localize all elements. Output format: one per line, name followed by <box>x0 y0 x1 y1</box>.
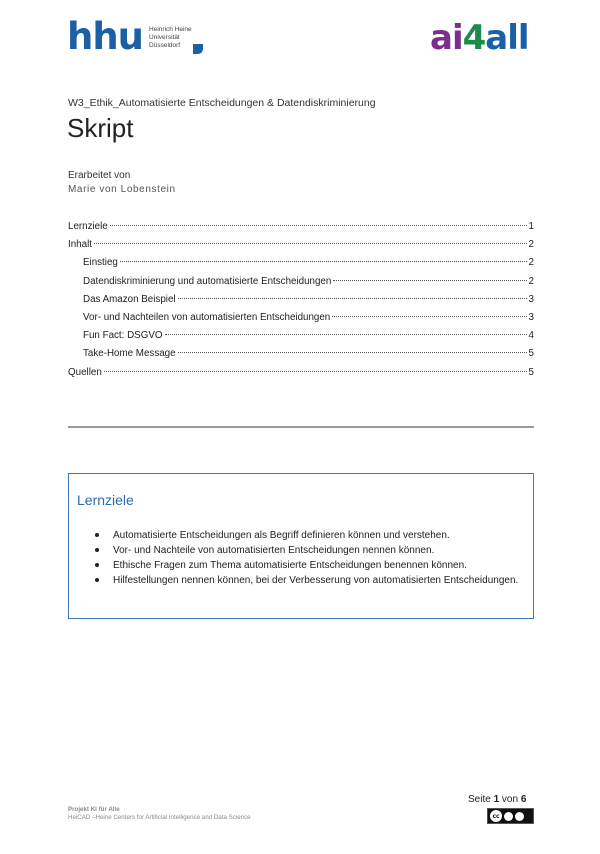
toc-leader <box>120 261 527 262</box>
toc-leader <box>104 371 527 372</box>
goal-text: Automatisierte Entscheidungen als Begriff definieren können und verstehen. <box>113 530 450 541</box>
toc-leader <box>333 280 526 281</box>
toc-entry-label: Das Amazon Beispiel <box>83 293 176 305</box>
toc-leader <box>94 243 527 244</box>
license-badge <box>487 808 534 824</box>
toc-entry-label: Datendiskriminierung und automatisierte Entscheidungen <box>83 275 332 287</box>
footer-credits <box>68 806 251 822</box>
footer-project: Projekt KI für Alle <box>68 806 120 813</box>
author-label: Erarbeitet von <box>68 170 131 181</box>
toc-leader <box>165 334 527 335</box>
goal-text: Vor- und Nachteile von automatisierten Entscheidungen nennen können. <box>113 545 435 556</box>
list-item <box>95 543 525 558</box>
hhu-line: Düsseldorf <box>149 42 181 49</box>
toc-entry-label: Quellen <box>68 366 102 378</box>
page-number <box>468 794 526 805</box>
toc-entry-label: Einstieg <box>83 257 118 269</box>
table-of-contents <box>68 221 534 385</box>
page-mid: von <box>501 794 519 805</box>
author-name: Marie von Lobenstein <box>68 184 176 195</box>
toc-entry-inhalt[interactable] <box>68 239 534 257</box>
learning-goals-box <box>68 473 534 619</box>
page-current: 1 <box>493 794 500 805</box>
bullet-icon <box>95 578 99 582</box>
hhu-line: Heinrich Heine <box>149 26 192 33</box>
share-alike-icon <box>515 812 524 821</box>
toc-entry-page: 2 <box>528 257 534 269</box>
toc-entry-einstieg[interactable] <box>68 257 534 275</box>
bullet-icon <box>95 533 99 537</box>
goal-text: Ethische Fragen zum Thema automatisierte Entscheidungen benennen können. <box>113 560 467 571</box>
toc-leader <box>178 298 527 299</box>
section-divider <box>68 426 534 428</box>
toc-entry-amazon-beispiel[interactable] <box>68 294 534 312</box>
toc-entry-take-home[interactable] <box>68 348 534 366</box>
ai4all-logo <box>430 18 529 58</box>
toc-entry-label: Inhalt <box>68 239 92 251</box>
footer-center: HeiCAD –Heine Centers for Artificial Intelligence and Data Science <box>68 814 251 821</box>
toc-entry-fun-fact[interactable] <box>68 330 534 348</box>
learning-goals-list <box>95 528 525 588</box>
bullet-icon <box>95 563 99 567</box>
list-item <box>95 573 525 588</box>
toc-entry-label: Lernziele <box>68 221 108 232</box>
toc-entry-page: 5 <box>528 348 534 360</box>
toc-leader <box>178 352 527 353</box>
list-item <box>95 558 525 573</box>
toc-entry-label: Fun Fact: DSGVO <box>83 330 163 342</box>
toc-entry-page: 2 <box>528 275 534 287</box>
toc-entry-page: 4 <box>528 330 534 342</box>
learning-goals-title: Lernziele <box>77 492 134 508</box>
goal-text: Hilfestellungen nennen können, bei der Verbesserung von automatisierten Entscheidungen. <box>113 575 519 586</box>
hhu-logo <box>67 15 192 58</box>
toc-entry-page: 5 <box>528 366 534 378</box>
document-subtitle: W3_Ethik_Automatisierte Entscheidungen & Datendiskriminierung <box>68 97 376 109</box>
toc-leader <box>332 316 526 317</box>
ai4all-logo-ai: ai <box>430 18 463 58</box>
toc-entry-page: 3 <box>528 293 534 305</box>
document-title: Skript <box>67 113 134 143</box>
attribution-icon <box>504 812 513 821</box>
page-prefix: Seite <box>468 794 491 805</box>
hhu-logo-mark: hhu <box>67 15 144 58</box>
ai4all-logo-four: 4 <box>462 18 486 58</box>
toc-leader <box>110 225 527 226</box>
ai4all-logo-all: all <box>485 18 529 58</box>
toc-entry-datendiskriminierung[interactable] <box>68 276 534 294</box>
hhu-line: Universität <box>149 34 180 41</box>
list-item <box>95 528 525 543</box>
toc-entry-label: Take-Home Message <box>83 348 176 360</box>
bullet-icon <box>95 548 99 552</box>
toc-entry-label: Vor- und Nachteilen von automatisierten Entscheidungen <box>83 311 331 323</box>
toc-entry-page: 3 <box>528 311 534 323</box>
hhu-logo-dot-icon <box>193 44 203 54</box>
hhu-logo-text <box>149 26 192 50</box>
page-total: 6 <box>520 794 527 805</box>
toc-entry-page: 2 <box>528 239 534 251</box>
toc-entry-quellen[interactable] <box>68 367 534 385</box>
toc-entry-page: 1 <box>528 221 534 232</box>
toc-entry-vor-und-nachteile[interactable] <box>68 312 534 330</box>
toc-entry-lernziele[interactable] <box>68 221 534 239</box>
creative-commons-icon: cc <box>490 810 502 822</box>
